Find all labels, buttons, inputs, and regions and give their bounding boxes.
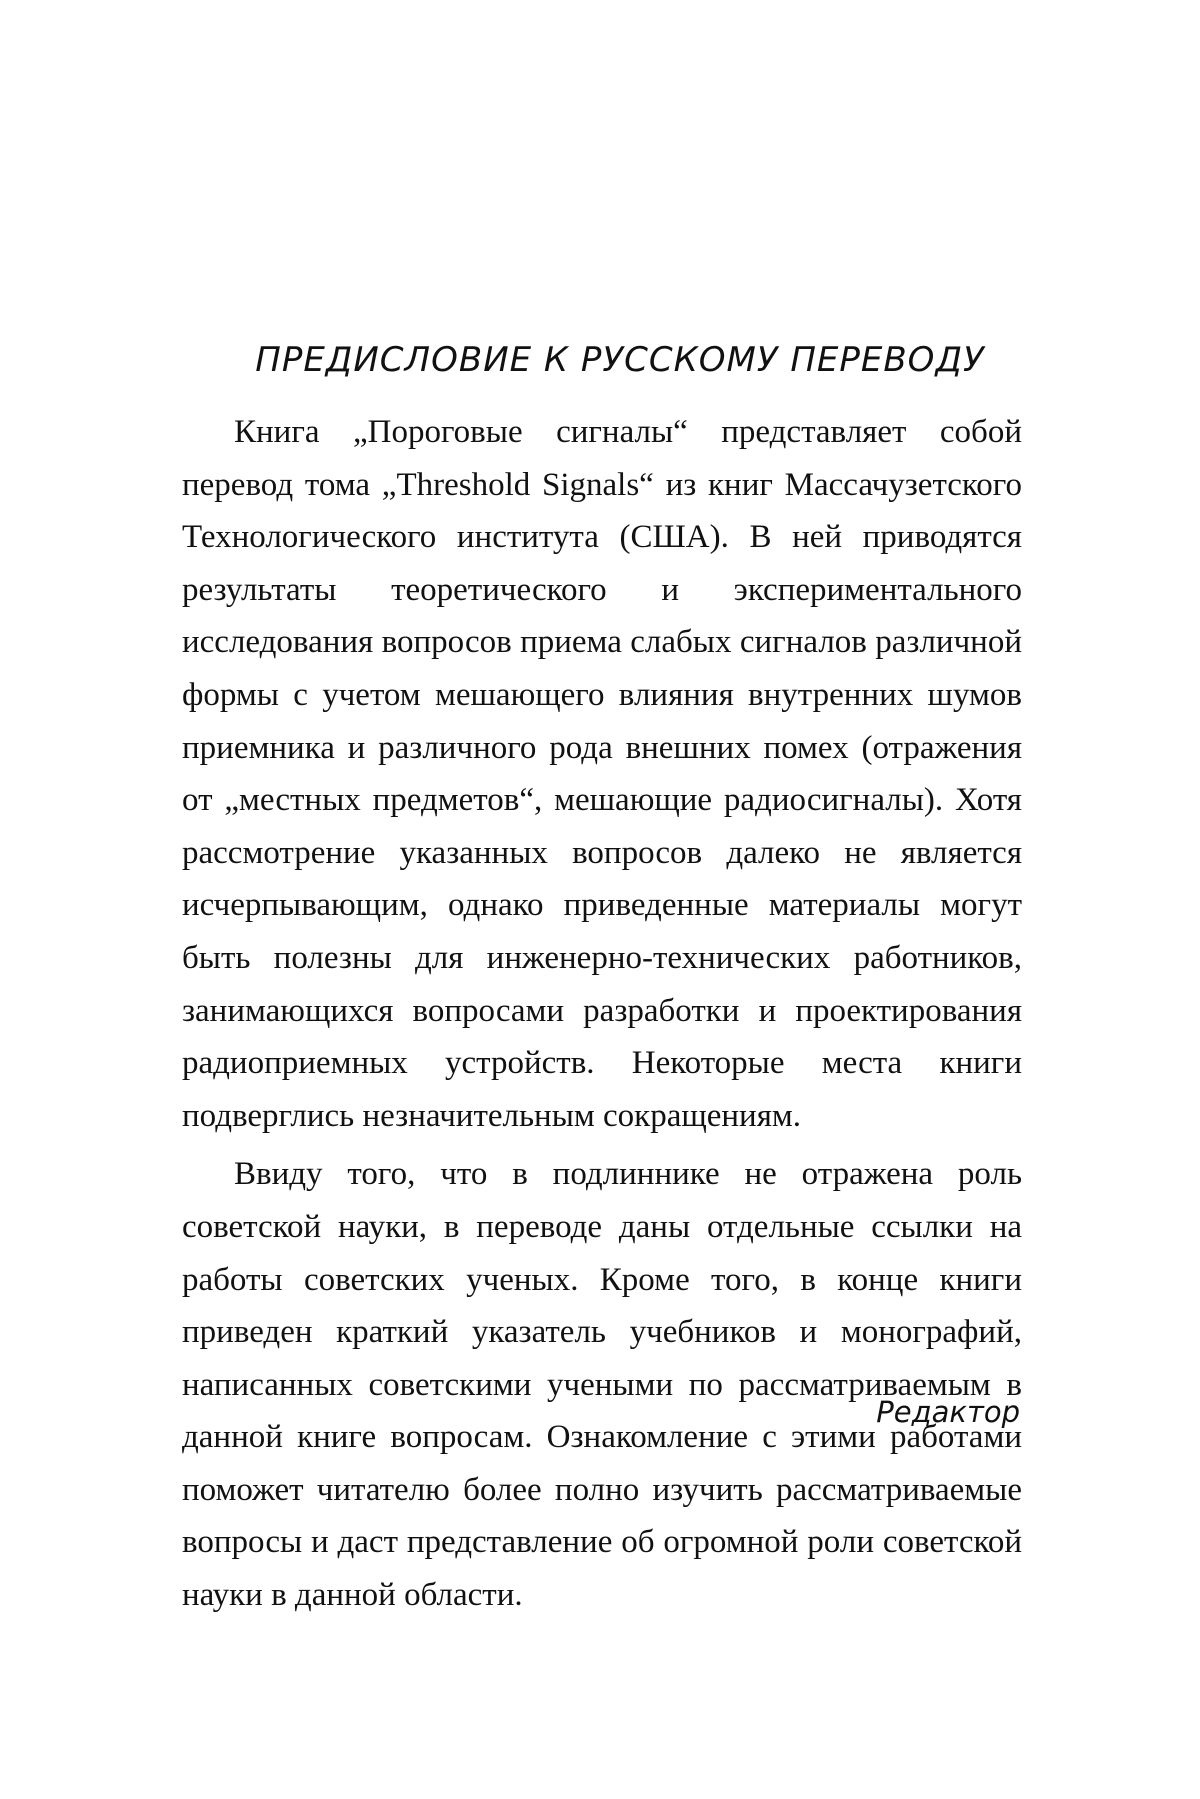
paragraph: Ввиду того, что в подлиннике не отражена роль советской науки, в переводе даны отдельные ссылки на работы советских ученых. Кроме того, в конце книги приведен краткий указатель учебников и монографий, написанных советскими учеными по рассматриваемым в данной книге вопросам. Ознакомление с этими работами поможет читателю более полно изучить рассматриваемые вопросы и даст представление об огромной роли советской науки в данной области. bbox=[182, 1148, 1022, 1621]
paragraph: Книга „Пороговые сигналы“ представляет собой перевод тома „Threshold Signals“ из книг Массачузетского Технологического института (США). В ней приводятся результаты теоретического и экспериментального исследования вопросов приема слабых сигналов различной формы с учетом мешающего влияния внутренних шумов приемника и различного рода внешних помех (отражения от „местных предметов“, мешающие радиосигналы). Хотя рассмотрение указанных вопросов далеко не является исчерпывающим, однако приведенные материалы могут быть полезны для инженерно-технических работников, занимающихся вопросами разработки и проектирования радиоприемных устройств. Некоторые места книги подверглись незначительным сокращениям. bbox=[182, 406, 1022, 1142]
editor-signature: Редактор bbox=[720, 1395, 1020, 1429]
document-page bbox=[0, 0, 1200, 1799]
page-title: ПРЕДИСЛОВИЕ К РУССКОМУ ПЕРЕВОДУ bbox=[180, 340, 1060, 380]
body-text bbox=[182, 406, 1022, 1622]
